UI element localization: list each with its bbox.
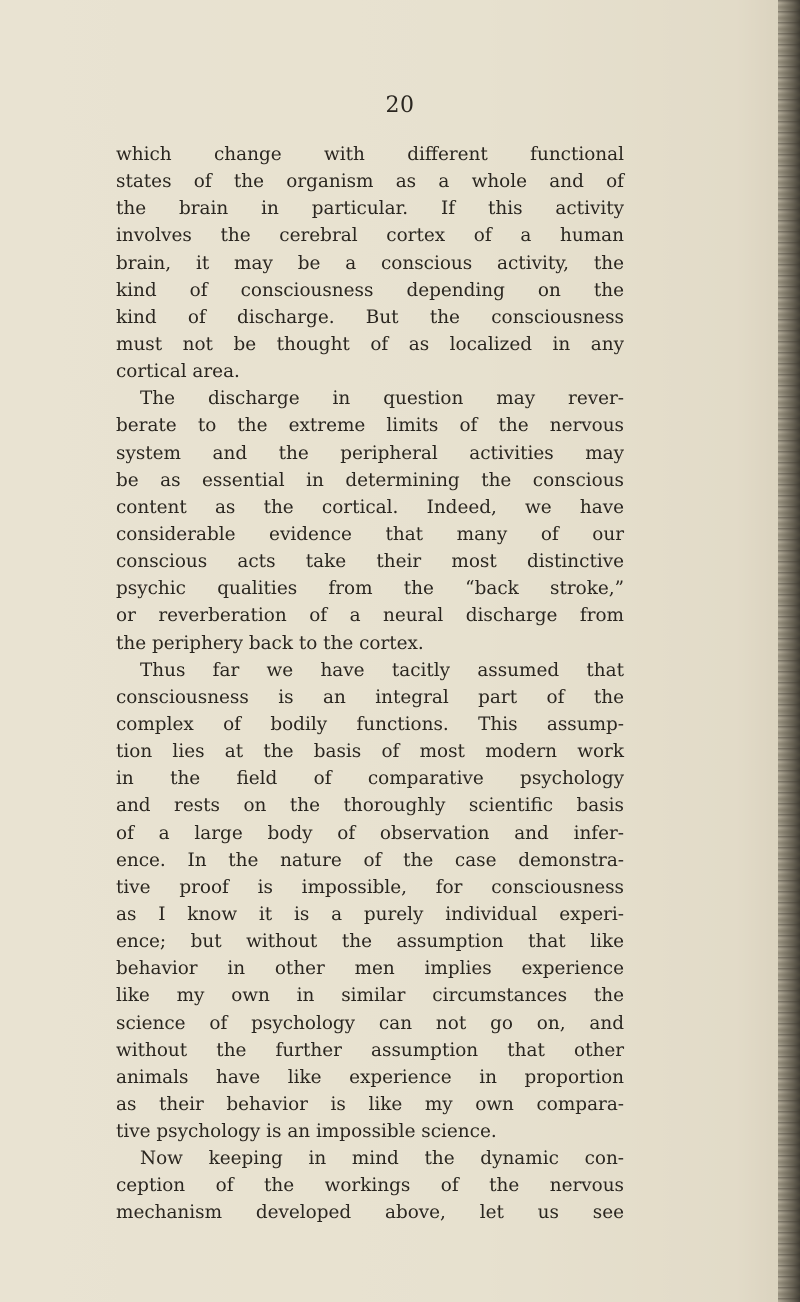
text-line: the brain in particular. If this activity xyxy=(116,198,624,220)
text-line: without the further assumption that other xyxy=(116,1039,624,1061)
text-line: ence. In the nature of the case demonstra- xyxy=(116,849,624,871)
text-line: as I know it is a purely individual experi- xyxy=(116,903,624,925)
text-line: kind of consciousness depending on the xyxy=(116,279,624,301)
text-line: states of the organism as a whole and of xyxy=(116,171,624,193)
text-line: animals have like experience in proportion xyxy=(116,1066,624,1088)
text-line: content as the cortical. Indeed, we have xyxy=(116,496,624,518)
text-line: The discharge in question may rever- xyxy=(140,388,624,410)
text-line: ence; but without the assumption that like xyxy=(116,931,624,953)
text-line: brain, it may be a conscious activity, the xyxy=(116,252,624,274)
text-line: mechanism developed above, let us see xyxy=(116,1202,624,1224)
text-line: Now keeping in mind the dynamic con- xyxy=(140,1148,624,1170)
page-binding-edge xyxy=(778,0,800,1302)
text-line: be as essential in determining the conscious xyxy=(116,469,624,491)
text-line: of a large body of observation and infer- xyxy=(116,822,624,844)
text-line: complex of bodily functions. This assump- xyxy=(116,713,624,735)
text-line: in the field of comparative psychology xyxy=(116,768,624,790)
text-line: behavior in other men implies experience xyxy=(116,958,624,980)
text-line: the periphery back to the cortex. xyxy=(116,632,424,654)
text-line: conscious acts take their most distinctive xyxy=(116,551,624,573)
text-line: berate to the extreme limits of the nervous xyxy=(116,415,624,437)
text-line: tion lies at the basis of most modern work xyxy=(116,741,624,763)
text-line: and rests on the thoroughly scientific basis xyxy=(116,795,624,817)
text-line: tive psychology is an impossible science. xyxy=(116,1121,497,1143)
text-line: like my own in similar circumstances the xyxy=(116,985,624,1007)
text-line: consciousness is an integral part of the xyxy=(116,686,624,708)
text-line: as their behavior is like my own compara- xyxy=(116,1093,624,1115)
text-line: science of psychology can not go on, and xyxy=(116,1012,624,1034)
text-line: tive proof is impossible, for consciousness xyxy=(116,876,624,898)
text-line: kind of discharge. But the consciousness xyxy=(116,306,624,328)
text-line: must not be thought of as localized in any xyxy=(116,333,624,355)
text-line: system and the peripheral activities may xyxy=(116,442,624,464)
text-line: cortical area. xyxy=(116,361,240,383)
text-line: ception of the workings of the nervous xyxy=(116,1175,624,1197)
text-line: involves the cerebral cortex of a human xyxy=(116,225,624,247)
page-number: 20 xyxy=(385,93,415,118)
body-text xyxy=(116,141,624,1227)
text-line: which change with different functional xyxy=(116,144,624,165)
text-line: psychic qualities from the “back stroke,” xyxy=(116,578,624,600)
text-line: Thus far we have tacitly assumed that xyxy=(140,659,624,681)
text-line: considerable evidence that many of our xyxy=(116,523,624,545)
text-line: or reverberation of a neural discharge from xyxy=(116,605,624,627)
